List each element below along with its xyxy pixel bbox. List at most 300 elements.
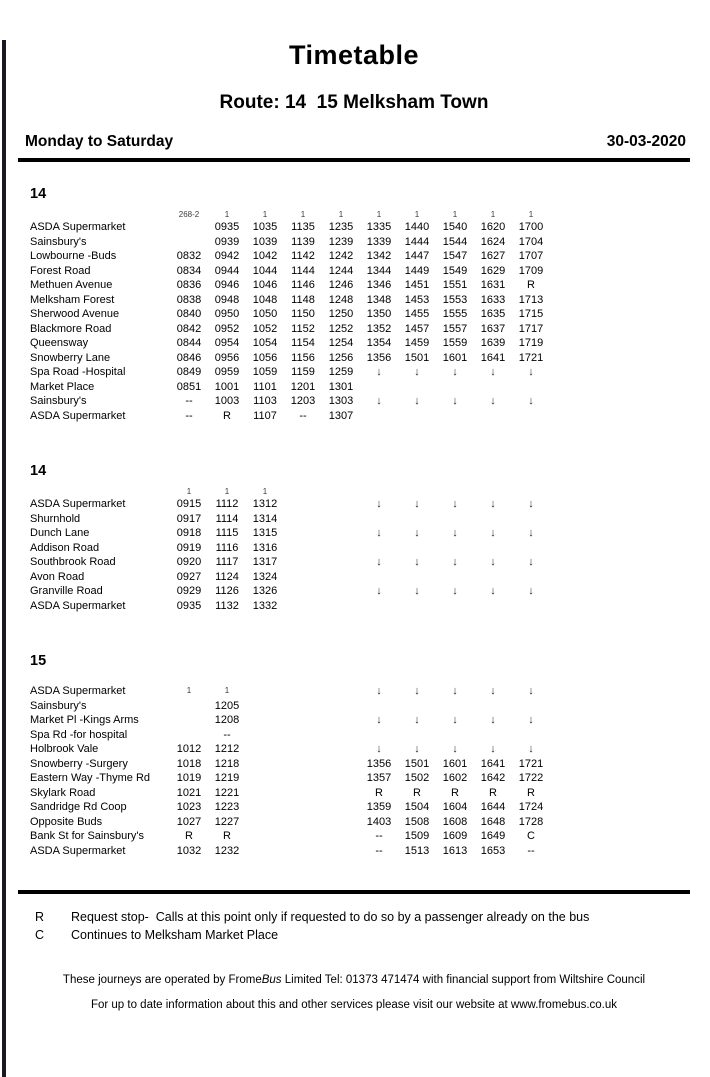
time-cell: 1150 bbox=[291, 308, 315, 320]
timetable-grid bbox=[30, 209, 550, 423]
time-cell bbox=[474, 486, 512, 497]
down-arrow-cell: ↓ bbox=[490, 585, 496, 597]
time-cell: 0844 bbox=[176, 337, 202, 349]
time-cell bbox=[170, 220, 208, 235]
time-cell bbox=[474, 699, 512, 714]
time-cell bbox=[284, 526, 322, 541]
time-cell: 1032 bbox=[176, 844, 202, 857]
time-cell: 1054 bbox=[252, 337, 278, 349]
time-cell: 1641 bbox=[480, 757, 506, 770]
time-cell: 1301 bbox=[328, 380, 354, 393]
down-arrow-cell: ↓ bbox=[376, 556, 382, 568]
timetable-page bbox=[0, 40, 710, 1011]
time-cell bbox=[398, 728, 436, 743]
time-cell: 1039 bbox=[252, 235, 278, 248]
time-cell bbox=[284, 599, 322, 614]
down-arrow-cell: ↓ bbox=[490, 556, 496, 568]
time-cell: 1252 bbox=[328, 322, 354, 335]
timetable-row bbox=[30, 526, 550, 541]
time-cell bbox=[246, 786, 284, 801]
time-cell: 1146 bbox=[291, 279, 315, 291]
effective-date: 30-03-2020 bbox=[606, 133, 686, 150]
time-cell: 1455 bbox=[404, 308, 430, 320]
timetable-row bbox=[30, 264, 550, 279]
time-cell bbox=[512, 599, 550, 614]
time-cell: 1721 bbox=[518, 351, 544, 364]
time-cell: 1644 bbox=[480, 801, 506, 813]
time-cell bbox=[322, 771, 360, 786]
time-cell: 1504 bbox=[404, 801, 430, 813]
timetable-row bbox=[30, 293, 550, 308]
time-cell: 1440 bbox=[404, 221, 430, 233]
time-cell: 1339 bbox=[366, 235, 392, 248]
time-cell: 1 bbox=[300, 209, 306, 219]
time-cell: 1115 bbox=[215, 527, 239, 539]
time-cell: 1012 bbox=[176, 743, 202, 755]
time-cell: 1624 bbox=[480, 235, 506, 248]
time-cell: 1001 bbox=[214, 380, 240, 393]
time-cell bbox=[398, 486, 436, 497]
time-cell: 1629 bbox=[480, 264, 506, 277]
time-cell: 1715 bbox=[518, 308, 544, 320]
time-cell bbox=[246, 699, 284, 714]
down-arrow-cell: ↓ bbox=[376, 527, 382, 539]
time-cell bbox=[512, 512, 550, 527]
time-cell: 1540 bbox=[442, 221, 468, 233]
time-cell: 0952 bbox=[214, 322, 240, 335]
time-cell: 1403 bbox=[366, 815, 392, 828]
time-cell: 0851 bbox=[176, 380, 202, 393]
day-date-line bbox=[18, 133, 690, 151]
time-cell bbox=[360, 409, 398, 424]
time-cell bbox=[474, 599, 512, 614]
stop-name: Dunch Lane bbox=[30, 527, 90, 539]
time-cell bbox=[322, 555, 360, 570]
time-cell: 1356 bbox=[366, 351, 392, 364]
time-cell: 1246 bbox=[328, 279, 354, 291]
timetable-row bbox=[30, 713, 550, 728]
time-cell: 1335 bbox=[366, 221, 392, 233]
time-cell bbox=[512, 486, 550, 497]
time-cell: 1547 bbox=[442, 250, 468, 262]
time-cell bbox=[322, 699, 360, 714]
time-cell bbox=[474, 570, 512, 585]
time-cell: 0939 bbox=[214, 235, 240, 248]
timetable-row bbox=[30, 497, 550, 512]
time-cell bbox=[322, 815, 360, 830]
time-cell: R bbox=[489, 786, 497, 799]
time-cell: 1357 bbox=[366, 772, 392, 784]
time-cell: 0959 bbox=[214, 366, 240, 378]
time-cell bbox=[398, 512, 436, 527]
time-cell: 0935 bbox=[176, 599, 202, 612]
time-cell bbox=[170, 235, 208, 250]
time-cell: 1 bbox=[452, 209, 458, 219]
time-cell: 0840 bbox=[176, 308, 202, 320]
down-arrow-cell: ↓ bbox=[376, 395, 382, 407]
timetable-row bbox=[30, 307, 550, 322]
timetable-row bbox=[30, 844, 550, 859]
down-arrow-cell: ↓ bbox=[490, 527, 496, 539]
time-cell: 1114 bbox=[215, 512, 239, 525]
time-cell bbox=[322, 512, 360, 527]
down-arrow-cell: ↓ bbox=[452, 527, 458, 539]
stop-name: ASDA Supermarket bbox=[30, 599, 126, 612]
time-cell bbox=[322, 486, 360, 497]
down-arrow-cell: ↓ bbox=[528, 743, 534, 755]
timetable-row bbox=[30, 728, 550, 743]
time-cell: 1317 bbox=[252, 556, 278, 568]
time-cell: -- bbox=[299, 409, 307, 422]
time-cell: 1359 bbox=[366, 801, 392, 813]
time-cell: C bbox=[527, 830, 535, 842]
journey-code-header-row bbox=[30, 486, 550, 497]
time-cell: 0842 bbox=[176, 322, 202, 335]
down-arrow-cell: ↓ bbox=[414, 498, 420, 510]
timetable-row bbox=[30, 512, 550, 527]
time-cell: 1201 bbox=[290, 380, 316, 393]
time-cell: 1620 bbox=[480, 221, 506, 233]
time-cell: 1700 bbox=[518, 221, 544, 233]
stop-name: Forest Road bbox=[30, 264, 91, 277]
time-cell: 1314 bbox=[252, 512, 278, 525]
time-cell: 1633 bbox=[480, 293, 506, 306]
time-cell bbox=[284, 757, 322, 772]
time-cell: 1154 bbox=[291, 337, 315, 349]
time-cell bbox=[284, 512, 322, 527]
time-cell: 1152 bbox=[291, 322, 315, 335]
time-cell bbox=[246, 757, 284, 772]
time-cell: 1332 bbox=[252, 599, 278, 612]
time-cell bbox=[322, 570, 360, 585]
time-cell bbox=[284, 570, 322, 585]
stop-name bbox=[30, 486, 170, 497]
time-cell bbox=[436, 512, 474, 527]
time-cell: 0920 bbox=[176, 556, 202, 568]
timetables bbox=[18, 186, 690, 858]
time-cell bbox=[360, 486, 398, 497]
time-cell: 1453 bbox=[404, 293, 430, 306]
time-cell bbox=[284, 771, 322, 786]
journey-code-header-row bbox=[30, 209, 550, 220]
time-cell: 1 bbox=[186, 486, 192, 496]
time-cell bbox=[322, 786, 360, 801]
time-cell: 1342 bbox=[366, 250, 392, 262]
time-cell bbox=[284, 844, 322, 859]
timetable-row bbox=[30, 322, 550, 337]
time-cell: 0849 bbox=[176, 366, 202, 378]
down-arrow-cell: ↓ bbox=[452, 743, 458, 755]
timetable-row bbox=[30, 757, 550, 772]
down-arrow-cell: ↓ bbox=[452, 714, 458, 726]
time-cell: 1227 bbox=[214, 815, 240, 828]
time-cell: 268-2 bbox=[178, 209, 200, 219]
down-arrow-cell: ↓ bbox=[376, 498, 382, 510]
time-cell: 1509 bbox=[404, 830, 430, 842]
stop-name: Eastern Way -Thyme Rd bbox=[30, 772, 151, 784]
time-cell: 1457 bbox=[404, 322, 430, 335]
time-cell bbox=[322, 757, 360, 772]
time-cell: 1642 bbox=[480, 772, 506, 784]
down-arrow-cell: ↓ bbox=[376, 585, 382, 597]
time-cell bbox=[436, 486, 474, 497]
stop-name: Lowbourne -Buds bbox=[30, 250, 117, 262]
header-rule bbox=[18, 158, 690, 162]
time-cell: 1212 bbox=[214, 743, 240, 755]
footnotes bbox=[18, 909, 690, 944]
timetable-section-route-14-outbound bbox=[30, 186, 690, 423]
stop-name: Market Place bbox=[30, 380, 95, 393]
stop-name: ASDA Supermarket bbox=[30, 685, 126, 697]
time-cell bbox=[246, 684, 284, 699]
time-cell: 1232 bbox=[214, 844, 240, 857]
down-arrow-cell: ↓ bbox=[376, 366, 382, 378]
timetable-grid bbox=[30, 684, 550, 858]
section-route-number: 15 bbox=[30, 653, 47, 669]
time-cell bbox=[398, 541, 436, 556]
time-cell: R bbox=[375, 786, 383, 799]
down-arrow-cell: ↓ bbox=[414, 714, 420, 726]
timetable-row bbox=[30, 742, 550, 757]
time-cell: 1315 bbox=[252, 527, 278, 539]
time-cell bbox=[170, 713, 208, 728]
time-cell: 1 bbox=[224, 686, 230, 695]
time-cell: 0946 bbox=[214, 279, 240, 291]
time-cell: 1648 bbox=[480, 815, 506, 828]
time-cell: 1056 bbox=[252, 351, 278, 364]
time-cell: 1724 bbox=[518, 801, 544, 813]
stop-name: Queensway bbox=[30, 337, 89, 349]
time-cell bbox=[322, 800, 360, 815]
timetable-row bbox=[30, 409, 550, 424]
stop-name: ASDA Supermarket bbox=[30, 221, 126, 233]
time-cell: 1205 bbox=[214, 699, 240, 712]
time-cell: 1728 bbox=[518, 815, 544, 828]
time-cell: 1649 bbox=[480, 830, 506, 842]
time-cell: 1203 bbox=[290, 395, 316, 407]
down-arrow-cell: ↓ bbox=[452, 685, 458, 697]
time-cell: 1107 bbox=[253, 409, 277, 422]
timetable-row bbox=[30, 249, 550, 264]
time-cell bbox=[284, 497, 322, 512]
time-cell bbox=[246, 771, 284, 786]
timetable-row bbox=[30, 351, 550, 366]
time-cell bbox=[512, 409, 550, 424]
time-cell: 1709 bbox=[518, 264, 544, 277]
time-cell: 1101 bbox=[253, 380, 277, 393]
time-cell: R bbox=[223, 830, 231, 842]
timetable-row bbox=[30, 699, 550, 714]
time-cell: 1707 bbox=[518, 250, 544, 262]
timetable-row bbox=[30, 800, 550, 815]
footnote-code: C bbox=[35, 927, 45, 942]
time-cell: 1356 bbox=[366, 757, 392, 770]
time-cell bbox=[322, 742, 360, 757]
route-title: Route: 14 15 Melksham Town bbox=[219, 92, 489, 113]
time-cell: 1259 bbox=[328, 366, 354, 378]
stop-name: ASDA Supermarket bbox=[30, 844, 126, 857]
time-cell: 1627 bbox=[480, 250, 506, 262]
time-cell bbox=[512, 570, 550, 585]
time-cell bbox=[322, 599, 360, 614]
time-cell bbox=[284, 786, 322, 801]
time-cell: 1135 bbox=[291, 221, 315, 233]
time-cell bbox=[360, 512, 398, 527]
time-cell: 1254 bbox=[328, 337, 354, 349]
down-arrow-cell: ↓ bbox=[528, 585, 534, 597]
footnote-text: Request stop- Calls at this point only if requested to do so by a passenger already on the bus bbox=[71, 910, 590, 924]
time-cell: 1021 bbox=[176, 786, 202, 799]
down-arrow-cell: ↓ bbox=[528, 714, 534, 726]
time-cell: 1721 bbox=[518, 757, 544, 770]
operator-note bbox=[18, 974, 690, 986]
down-arrow-cell: ↓ bbox=[414, 556, 420, 568]
time-cell bbox=[284, 684, 322, 699]
time-cell: 0919 bbox=[176, 541, 202, 554]
time-cell bbox=[170, 699, 208, 714]
time-cell bbox=[322, 829, 360, 844]
time-cell: 1447 bbox=[404, 250, 430, 262]
time-cell bbox=[322, 684, 360, 699]
time-cell: 1513 bbox=[404, 844, 430, 857]
time-cell: 1635 bbox=[480, 308, 506, 320]
time-cell bbox=[474, 541, 512, 556]
time-cell bbox=[474, 380, 512, 395]
down-arrow-cell: ↓ bbox=[452, 556, 458, 568]
time-cell bbox=[246, 742, 284, 757]
timetable-row bbox=[30, 394, 550, 409]
time-cell bbox=[284, 728, 322, 743]
timetable-row bbox=[30, 829, 550, 844]
timetable-row bbox=[30, 365, 550, 380]
time-cell: 1508 bbox=[404, 815, 430, 828]
timetable-row bbox=[30, 570, 550, 585]
time-cell bbox=[284, 742, 322, 757]
stop-name: ASDA Supermarket bbox=[30, 498, 126, 510]
time-cell bbox=[512, 728, 550, 743]
time-cell: 1248 bbox=[328, 293, 354, 306]
time-cell bbox=[246, 829, 284, 844]
time-cell bbox=[398, 409, 436, 424]
time-cell bbox=[360, 570, 398, 585]
time-cell: 1346 bbox=[366, 279, 392, 291]
down-arrow-cell: ↓ bbox=[414, 366, 420, 378]
time-cell: 1 bbox=[490, 209, 496, 219]
down-arrow-cell: ↓ bbox=[452, 395, 458, 407]
stop-name: Spa Road -Hospital bbox=[30, 366, 126, 378]
timetable-section-route-14-shurnhold bbox=[30, 463, 690, 613]
time-cell: 1713 bbox=[518, 293, 544, 306]
time-cell bbox=[322, 541, 360, 556]
time-cell: 1553 bbox=[442, 293, 468, 306]
time-cell: 1250 bbox=[328, 308, 354, 320]
time-cell: 1242 bbox=[328, 250, 354, 262]
time-cell: 1159 bbox=[291, 366, 315, 378]
time-cell bbox=[512, 541, 550, 556]
time-cell: 1223 bbox=[214, 801, 240, 813]
time-cell: 1 bbox=[224, 486, 230, 496]
time-cell: 0846 bbox=[176, 351, 202, 364]
time-cell: 1048 bbox=[252, 293, 278, 306]
time-cell: 1 bbox=[376, 209, 382, 219]
time-cell: 1027 bbox=[176, 815, 202, 828]
time-cell: 1244 bbox=[328, 264, 354, 277]
stop-name: Snowberry -Surgery bbox=[30, 757, 128, 770]
time-cell: 0935 bbox=[214, 221, 240, 233]
down-arrow-cell: ↓ bbox=[528, 498, 534, 510]
time-cell: 1350 bbox=[366, 308, 392, 320]
time-cell: 0832 bbox=[176, 250, 202, 262]
time-cell: 1602 bbox=[442, 772, 468, 784]
stop-name: Holbrook Vale bbox=[30, 743, 99, 755]
time-cell: 1555 bbox=[442, 308, 468, 320]
time-cell bbox=[284, 584, 322, 599]
website-note: For up to date information about this and other services please visit our website at www.fromebus.co.uk bbox=[90, 999, 618, 1011]
left-edge-bar bbox=[2, 40, 6, 1077]
time-cell: 1059 bbox=[252, 366, 278, 378]
down-arrow-cell: ↓ bbox=[528, 366, 534, 378]
down-arrow-cell: ↓ bbox=[528, 685, 534, 697]
time-cell: -- bbox=[527, 844, 535, 857]
time-cell: 1003 bbox=[214, 395, 240, 407]
time-cell: 0838 bbox=[176, 293, 202, 306]
time-cell: 1221 bbox=[214, 786, 240, 799]
down-arrow-cell: ↓ bbox=[376, 714, 382, 726]
time-cell: 1449 bbox=[404, 264, 430, 277]
time-cell bbox=[360, 380, 398, 395]
operator-text-suffix: Limited Tel: 01373 471474 with financial support from Wiltshire Council bbox=[281, 974, 646, 986]
stop-name: Opposite Buds bbox=[30, 815, 103, 828]
down-arrow-cell: ↓ bbox=[490, 498, 496, 510]
time-cell: 1704 bbox=[518, 235, 544, 248]
footnote-text: Continues to Melksham Market Place bbox=[71, 927, 279, 942]
time-cell: 1126 bbox=[215, 585, 239, 597]
time-cell: 1344 bbox=[366, 264, 392, 277]
time-cell: 0917 bbox=[176, 512, 202, 525]
stop-name: Avon Road bbox=[30, 570, 85, 583]
stop-name: Sainsbury's bbox=[30, 235, 87, 248]
time-cell: 0942 bbox=[214, 250, 240, 262]
timetable-row bbox=[30, 220, 550, 235]
time-cell: 1637 bbox=[480, 322, 506, 335]
time-cell: 1451 bbox=[404, 279, 430, 291]
timetable-grid bbox=[30, 486, 550, 613]
time-cell: 1142 bbox=[291, 250, 315, 262]
operator-brand-italic: Bus bbox=[261, 974, 282, 986]
time-cell bbox=[322, 713, 360, 728]
time-cell: R bbox=[223, 409, 231, 422]
time-cell: 1722 bbox=[518, 772, 544, 784]
time-cell: 1132 bbox=[215, 599, 239, 612]
time-cell: 1601 bbox=[442, 757, 468, 770]
stop-name: Market Pl -Kings Arms bbox=[30, 714, 139, 726]
down-arrow-cell: ↓ bbox=[490, 685, 496, 697]
footnote-code: R bbox=[35, 910, 45, 924]
time-cell bbox=[398, 380, 436, 395]
timetable-row bbox=[30, 235, 550, 250]
time-cell: 1035 bbox=[252, 221, 278, 233]
stop-name: Bank St for Sainsbury's bbox=[30, 830, 144, 842]
down-arrow-cell: ↓ bbox=[452, 498, 458, 510]
time-cell: 1608 bbox=[442, 815, 468, 828]
time-cell bbox=[474, 409, 512, 424]
stop-name: Methuen Avenue bbox=[30, 279, 113, 291]
down-arrow-cell: ↓ bbox=[452, 585, 458, 597]
time-cell: 1639 bbox=[480, 337, 506, 349]
time-cell: 1348 bbox=[366, 293, 392, 306]
timetable-row bbox=[30, 555, 550, 570]
footnote-row bbox=[18, 927, 690, 945]
